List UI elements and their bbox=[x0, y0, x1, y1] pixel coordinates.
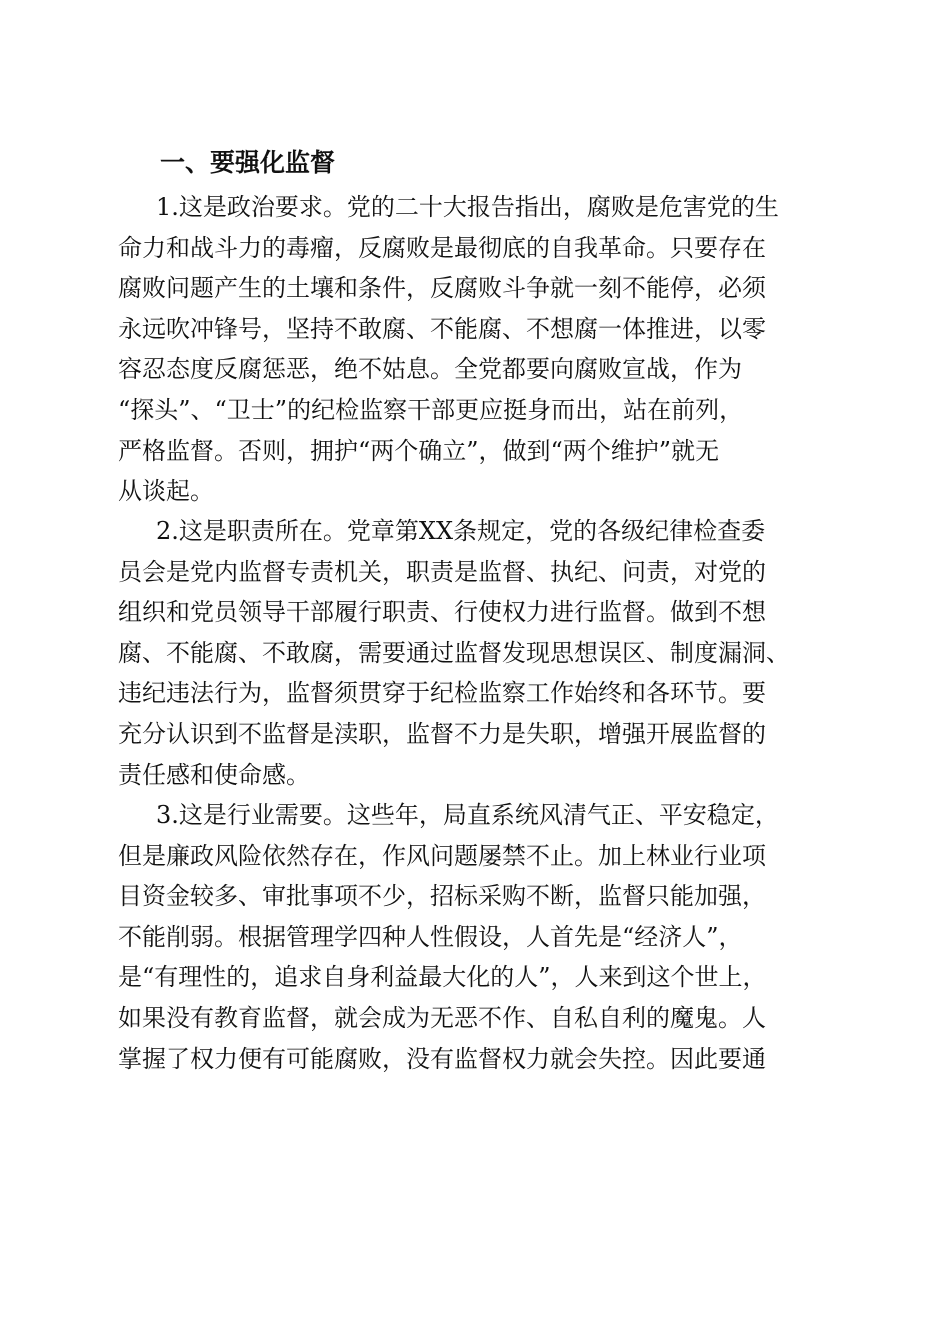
paragraph-line: 腐、不能腐、不敢腐，需要通过监督发现思想误区、制度漏洞、 bbox=[118, 638, 790, 667]
paragraph-line: 但是廉政风险依然存在，作风问题屡禁不止。加上林业行业项 bbox=[118, 841, 766, 870]
paragraph-industry-need bbox=[118, 795, 838, 1079]
paragraph-line: 腐败问题产生的土壤和条件，反腐败斗争就一刻不能停，必须 bbox=[118, 274, 766, 303]
paragraph-political-requirement bbox=[118, 187, 838, 512]
paragraph-line: 1.这是政治要求。党的二十大报告指出，腐败是危害党的生 bbox=[156, 193, 779, 221]
paragraph-line: 责任感和使命感。 bbox=[118, 760, 310, 789]
paragraph-line: 严格监督。否则，拥护“两个确立”，做到“两个维护”就无 bbox=[118, 436, 720, 465]
paragraph-line: 2.这是职责所在。党章第XX条规定，党的各级纪律检查委 bbox=[156, 517, 766, 545]
paragraph-line: 员会是党内监督专责机关，职责是监督、执纪、问责，对党的 bbox=[118, 557, 766, 586]
paragraph-line: 命力和战斗力的毒瘤，反腐败是最彻底的自我革命。只要存在 bbox=[118, 233, 766, 262]
paragraph-line: 组织和党员领导干部履行职责、行使权力进行监督。做到不想 bbox=[118, 598, 766, 627]
paragraph-line: 3.这是行业需要。这些年，局直系统风清气正、平安稳定， bbox=[156, 801, 779, 829]
paragraph-line: 如果没有教育监督，就会成为无恶不作、自私自利的魔鬼。人 bbox=[118, 1003, 766, 1032]
paragraph-line: 违纪违法行为，监督须贯穿于纪检监察工作始终和各环节。要 bbox=[118, 679, 766, 708]
paragraph-line: 从谈起。 bbox=[118, 477, 214, 506]
paragraph-line: 掌握了权力便有可能腐败，没有监督权力就会失控。因此要通 bbox=[118, 1044, 766, 1073]
paragraph-line: 充分认识到不监督是渎职，监督不力是失职，增强开展监督的 bbox=[118, 719, 766, 748]
paragraph-line: 目资金较多、审批事项不少，招标采购不断，监督只能加强， bbox=[118, 882, 766, 911]
paragraph-duty bbox=[118, 511, 838, 795]
paragraph-line: 容忍态度反腐惩恶，绝不姑息。全党都要向腐败宣战，作为 bbox=[118, 355, 742, 384]
paragraph-line: 永远吹冲锋号，坚持不敢腐、不能腐、不想腐一体推进，以零 bbox=[118, 314, 766, 343]
paragraph-line: 不能削弱。根据管理学四种人性假设，人首先是“经济人”， bbox=[118, 922, 743, 951]
paragraph-line: “探头”、“卫士”的纪检监察干部更应挺身而出，站在前列， bbox=[118, 395, 744, 424]
section-heading: 一、要强化监督 bbox=[160, 148, 336, 177]
paragraph-line: 是“有理性的，追求自身利益最大化的人”，人来到这个世上， bbox=[118, 963, 767, 992]
